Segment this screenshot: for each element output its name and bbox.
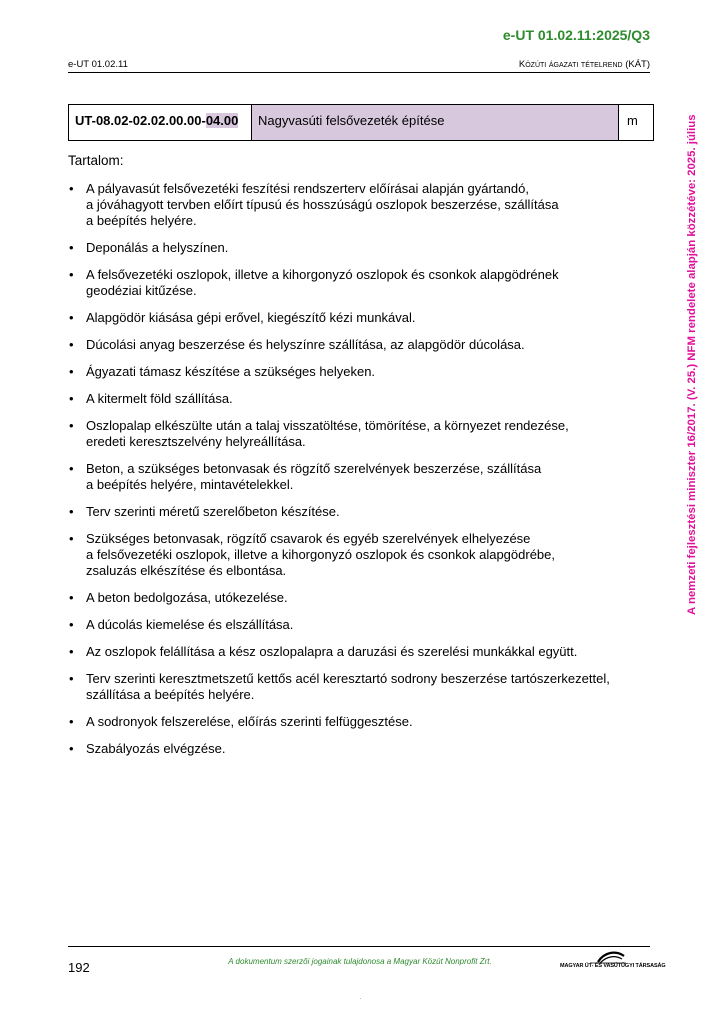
content-list [68, 181, 658, 768]
list-item-line: A pályavasút felsővezetéki feszítési rendszerterv előírásai alapján gyártandó, [86, 181, 529, 196]
list-item-line: Szükséges betonvasak, rögzítő csavarok és egyéb szerelvények elhelyezése [86, 531, 531, 546]
page-number: 192 [68, 960, 90, 975]
list-item [68, 267, 658, 299]
list-item [68, 590, 658, 606]
content-title: Tartalom: [68, 153, 124, 168]
list-item-line: A dúcolás kiemelése és elszállítása. [86, 617, 294, 632]
list-item [68, 364, 658, 380]
list-item-line: A felsővezetéki oszlopok, illetve a kihorgonyzó oszlopok és csonkok alapgödrének [86, 267, 559, 282]
copyright-notice: A dokumentum szerzői jogainak tulajdonosa a Magyar Közút Nonprofit Zrt. [228, 957, 492, 966]
list-item-line: a beépítés helyére, mintavételekkel. [86, 477, 294, 492]
list-item-line: Deponálás a helyszínen. [86, 240, 229, 255]
list-item-line: eredeti keresztszelvény helyreállítása. [86, 434, 306, 449]
list-item-line: A kitermelt föld szállítása. [86, 391, 233, 406]
header-right-title: Közúti ágazati tételrend (KÁT) [518, 59, 650, 70]
list-item [68, 337, 658, 353]
list-item [68, 714, 658, 730]
list-item-line: Az oszlopok felállítása a kész oszlopalapra a daruzási és szerelési munkákkal együtt. [86, 644, 578, 659]
header-divider [68, 72, 650, 73]
publisher-logo-text: MAGYAR ÚT- ÉS VASÚTÜGYI TÁRSASÁG [560, 963, 666, 969]
list-item [68, 240, 658, 256]
list-item-line: Beton, a szükséges betonvasak és rögzítő szerelvények beszerzése, szállítása [86, 461, 542, 476]
list-item [68, 181, 658, 229]
mavt-logo-icon [560, 950, 655, 964]
item-code-cell [69, 105, 252, 141]
item-name-cell: Nagyvasúti felsővezeték építése [252, 105, 619, 141]
item-code-suffix: 04.00 [205, 113, 239, 128]
list-item-line: a beépítés helyére. [86, 213, 197, 228]
list-item-line: Szabályozás elvégzése. [86, 741, 226, 756]
publisher-logo [560, 950, 666, 972]
list-item [68, 741, 658, 757]
list-item-line: Oszlopalap elkészülte után a talaj visszatöltése, tömörítése, a környezet rendezése, [86, 418, 569, 433]
list-item [68, 504, 658, 520]
list-item-line: a jóváhagyott tervben előírt típusú és hosszúságú oszlopok beszerzése, szállítása [86, 197, 559, 212]
list-item-line: zsaluzás elkészítése és elbontása. [86, 563, 287, 578]
item-code-prefix: UT-08.02-02.02.00.00- [75, 113, 206, 128]
item-row [69, 105, 654, 141]
item-unit-cell: m [619, 105, 654, 141]
item-table [68, 104, 654, 141]
header-left-code: e-UT 01.02.11 [68, 59, 128, 70]
document-code: e-UT 01.02.11:2025/Q3 [502, 27, 650, 43]
page-marker: · [359, 994, 362, 1003]
list-item [68, 617, 658, 633]
list-item [68, 391, 658, 407]
list-item [68, 531, 658, 579]
list-item-line: A sodronyok felszerelése, előírás szerinti felfüggesztése. [86, 714, 413, 729]
list-item-line: a felsővezetéki oszlopok, illetve a kihorgonyzó oszlopok és csonkok alapgödrébe, [86, 547, 555, 562]
list-item-line: Terv szerinti keresztmetszetű kettős acél keresztartó sodrony beszerzése tartószerkezettel, [86, 671, 610, 686]
list-item [68, 671, 658, 703]
list-item-line: Dúcolási anyag beszerzése és helyszínre szállítása, az alapgödör dúcolása. [86, 337, 525, 352]
list-item-line: geodéziai kitűzése. [86, 283, 197, 298]
list-item-line: Ágyazati támasz készítése a szükséges helyeken. [86, 364, 376, 379]
side-note: A nemzeti fejlesztési miniszter 16/2017. (V. 25.) NFM rendelete alapján közzétéve: 2025. július [686, 114, 698, 615]
list-item-line: Terv szerinti méretű szerelőbeton készítése. [86, 504, 340, 519]
list-item-line: Alapgödör kiásása gépi erővel, kiegészítő kézi munkával. [86, 310, 416, 325]
footer-divider [68, 946, 650, 947]
list-item-line: szállítása a beépítés helyére. [86, 687, 255, 702]
list-item [68, 418, 658, 450]
list-item [68, 461, 658, 493]
list-item [68, 644, 658, 660]
list-item-line: A beton bedolgozása, utókezelése. [86, 590, 288, 605]
list-item [68, 310, 658, 326]
